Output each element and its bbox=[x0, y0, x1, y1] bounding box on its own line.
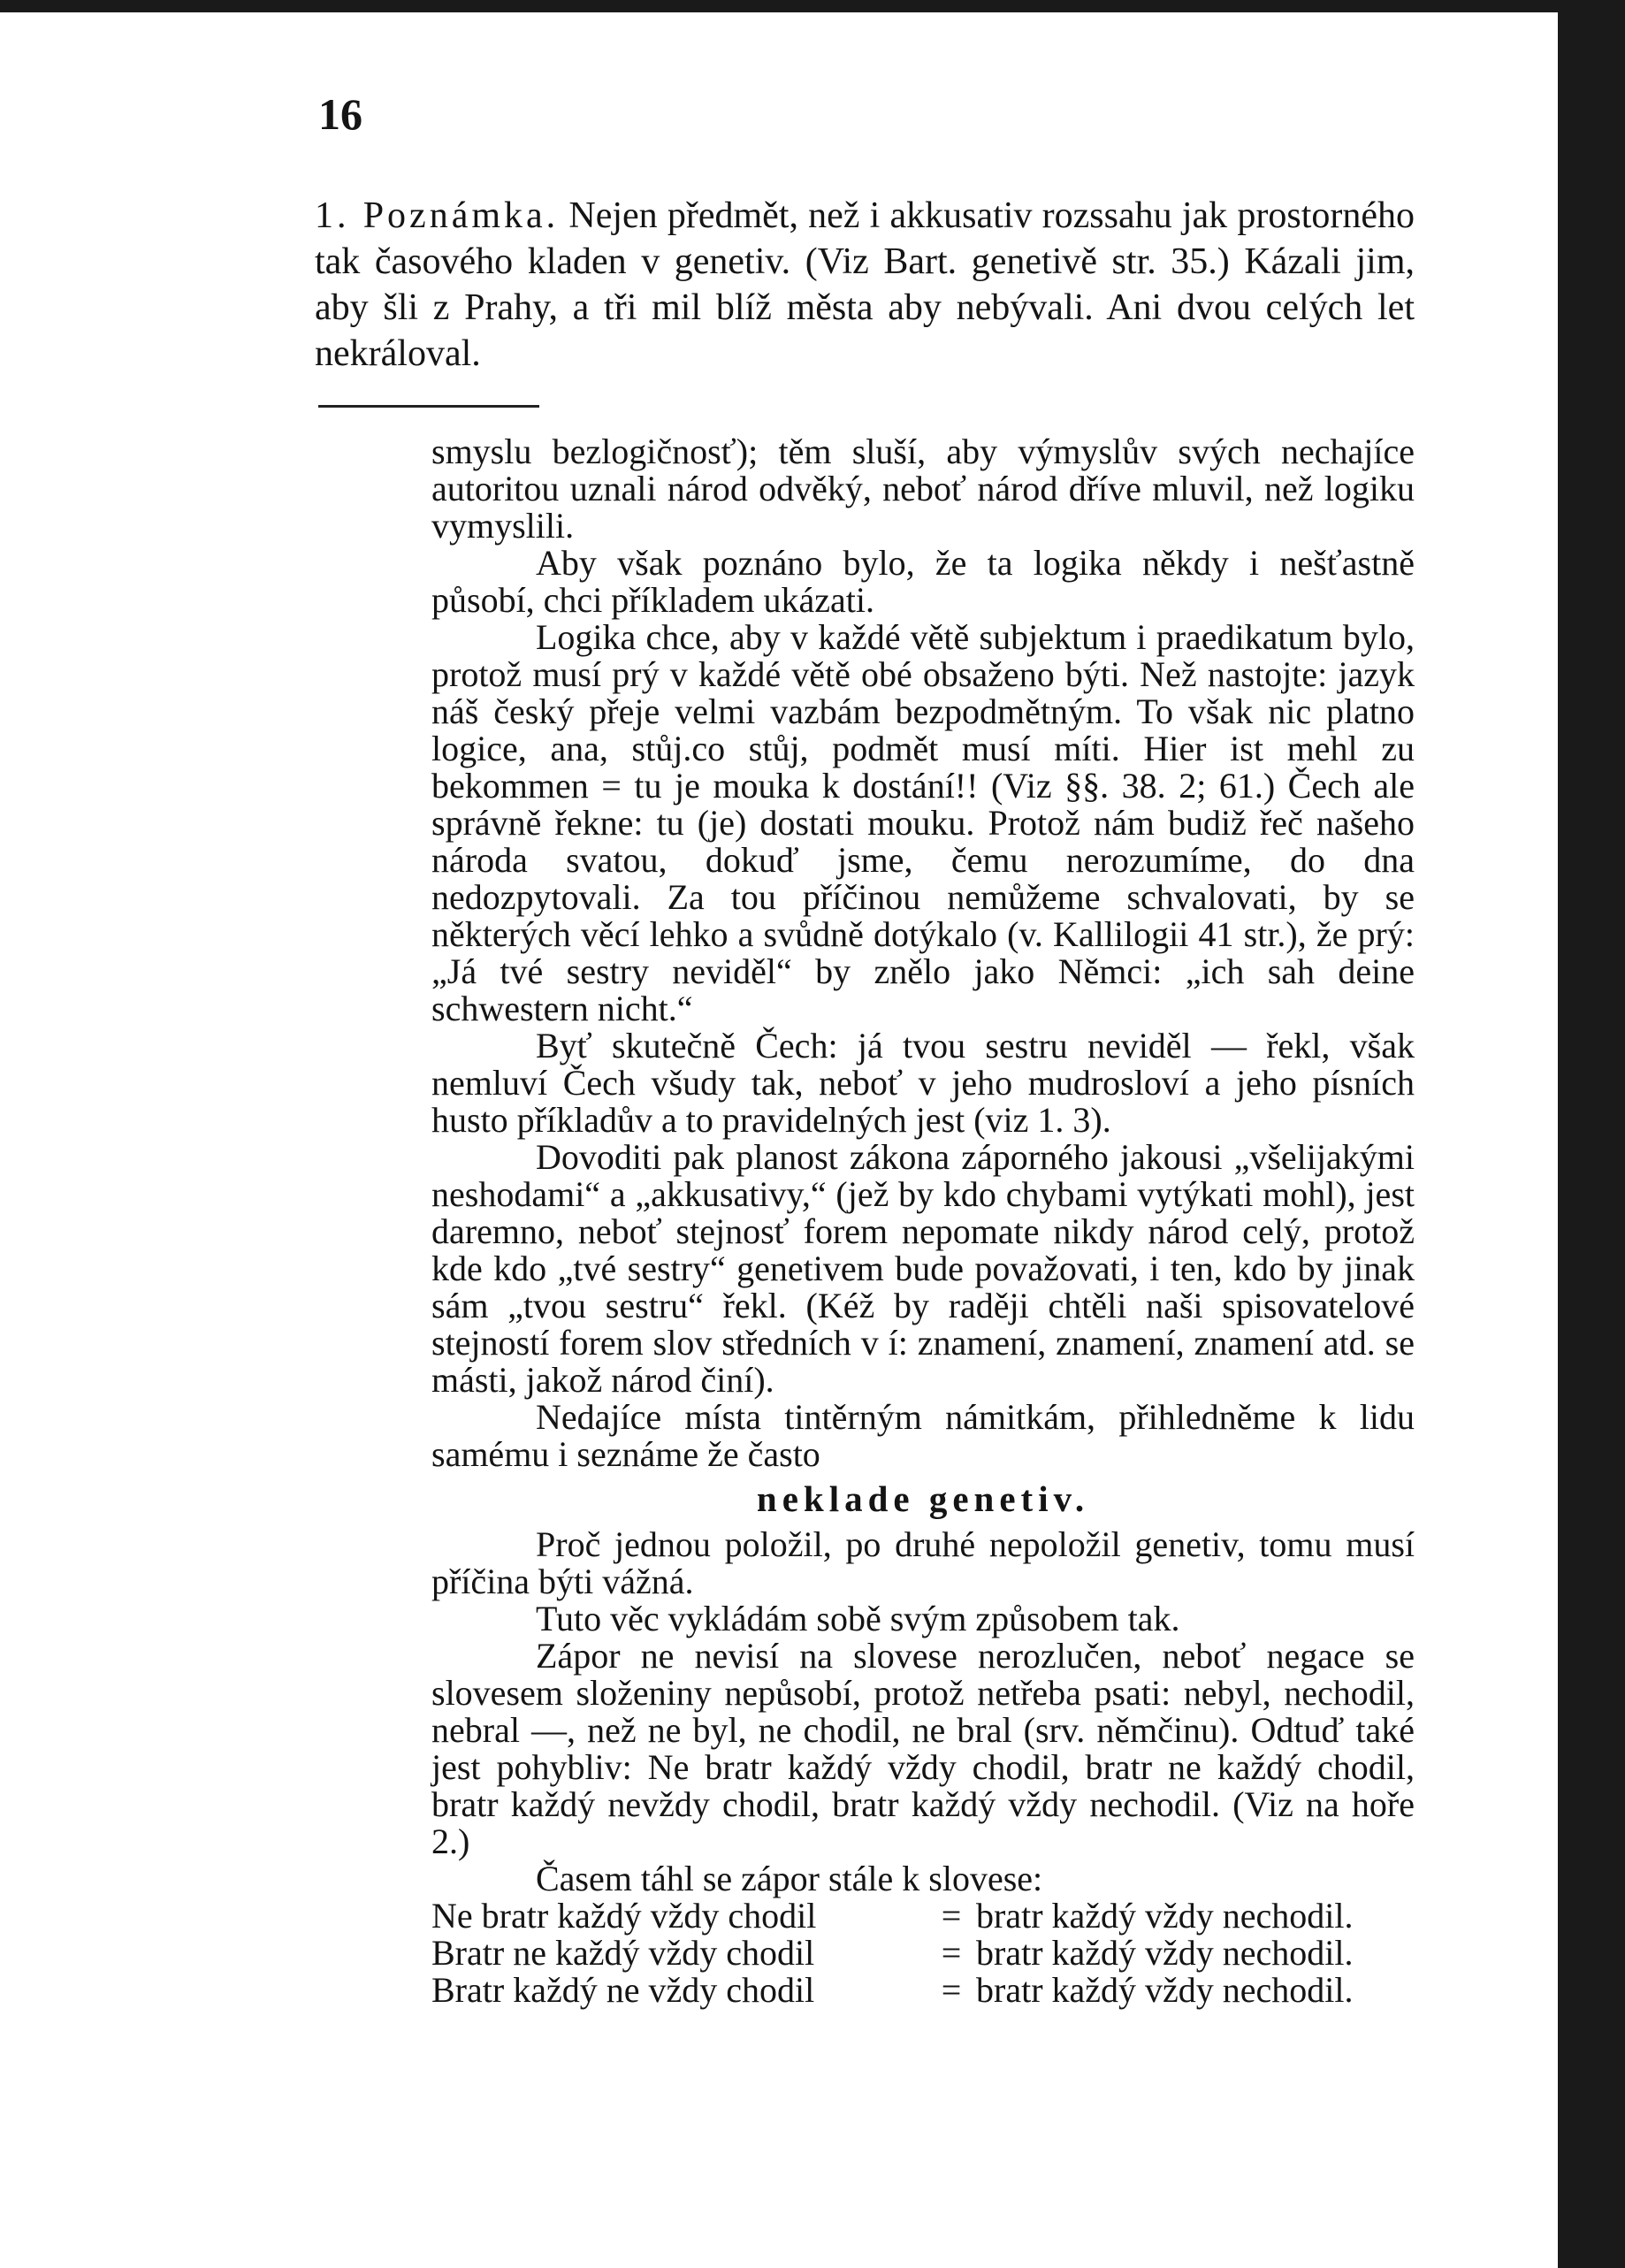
equation-sign: = bbox=[941, 1896, 962, 1936]
paragraph: Nedajíce místa tintěrným námitkám, přihledněme k lidu samému i seznáme že často bbox=[431, 1397, 1415, 1474]
section-heading: neklade genetiv. bbox=[756, 1478, 1090, 1519]
paragraph: Zápor ne nevisí na slovese nerozlučen, neboť negace se slovesem složeniny nepůsobí, protož netřeba psati: nebyl, nechodil, nebral —, než ne byl, ne chodil, ne bral (srv. němčinu). Odtuď také jest pohybliv: Ne bratr každý vždy chodil, bratr ne každý chodil, bratr každý nevždy chodil, bratr každý vždy nechodil. (Viz na hoře 2.) bbox=[431, 1636, 1415, 1861]
page-number: 16 bbox=[318, 89, 362, 139]
paragraph: smyslu bezlogičnosť); těm sluší, aby výmyslův svých nechajíce autoritou uznali národ odvěký, neboť národ dříve mluvil, než logiku vymyslili. bbox=[431, 431, 1415, 546]
equation-right: bratr každý vždy nechodil. bbox=[976, 1970, 1354, 2010]
equation-line bbox=[431, 1972, 1415, 2009]
footnote-label: 1. Poznámka. bbox=[315, 195, 560, 236]
equation-left: Bratr každý ne vždy chodil bbox=[431, 1970, 815, 2010]
equation-right: bratr každý vždy nechodil. bbox=[976, 1896, 1354, 1936]
paragraph: Logika chce, aby v každé větě subjektum i praedikatum bylo, protož musí prý v každé větě obé obsaženo býti. Než nastojte: jazyk náš český přeje velmi vazbám bezpodmětným. To však nic platno logice, ana, stůj.co stůj, podmět musí míti. Hier ist mehl zu bekommen = tu je mouka k dostání!! (Viz §§. 38. 2; 61.) Čech ale správně řekne: tu (je) dostati mouku. Protož nám budiž řeč našeho národa svatou, dokuď jsme, čemu nerozumíme, do dna nedozpytovali. Za tou příčinou nemůžeme schvalovati, by se některých věcí lehko a svůdně dotýkalo (v. Kallilogii 41 str.), že prý: „Já tvé sestry neviděl“ by znělo jako Němci: „ich sah deine schwestern nicht.“ bbox=[431, 617, 1415, 1028]
footnote-rule bbox=[318, 405, 539, 408]
main-text bbox=[431, 433, 1415, 2009]
equation-left: Ne bratr každý vždy chodil bbox=[431, 1896, 817, 1936]
equation-line bbox=[431, 1898, 1415, 1935]
equation-line bbox=[431, 1935, 1415, 1972]
footnote-text: Nejen předmět, než i akkusativ rozssahu jak prostorného tak časového kladen v genetiv. (Viz Bart. genetivě str. 35.) Kázali jim, aby šli z Prahy, a tři mil blíž města aby nebývali. Ani dvou celých let nekráloval. bbox=[315, 195, 1415, 374]
scan-right-edge bbox=[1558, 0, 1625, 2268]
paragraph: Tuto věc vykládám sobě svým způsobem tak. bbox=[536, 1599, 1180, 1638]
equation-right: bratr každý vždy nechodil. bbox=[976, 1933, 1354, 1973]
equation-sign: = bbox=[941, 1970, 962, 2010]
footnote bbox=[315, 193, 1415, 377]
paragraph: Proč jednou položil, po druhé nepoložil genetiv, tomu musí příčina býti vážná. bbox=[431, 1524, 1415, 1601]
paragraph: Byť skutečně Čech: já tvou sestru neviděl — řekl, však nemluví Čech všudy tak, neboť v jeho mudrosloví a jeho písních husto příkladův a to pravidelných jest (viz 1. 3). bbox=[431, 1026, 1415, 1140]
paragraph: Časem táhl se zápor stále k slovese: bbox=[536, 1859, 1043, 1898]
paragraph: Aby však poznáno bylo, že ta logika někdy i nešťastně působí, chci příkladem ukázati. bbox=[431, 543, 1415, 620]
scan-top-edge bbox=[0, 0, 1625, 12]
equation-sign: = bbox=[941, 1933, 962, 1973]
paragraph: Dovoditi pak planost zákona záporného jakousi „všelijakými neshodami“ a „akkusativy,“ (jež by kdo chybami vytýkati mohl), jest daremno, neboť stejnosť forem nepomate nikdy národ celý, protož kde kdo „tvé sestry“ genetivem bude považovati, i ten, kdo by jinak sám „tvou sestru“ řekl. (Kéž by raději chtěli naši spisovatelové stejností forem slov středních v í: znamení, znamení, znamení atd. se másti, jakož národ činí). bbox=[431, 1137, 1415, 1400]
equation-left: Bratr ne každý vždy chodil bbox=[431, 1933, 815, 1973]
